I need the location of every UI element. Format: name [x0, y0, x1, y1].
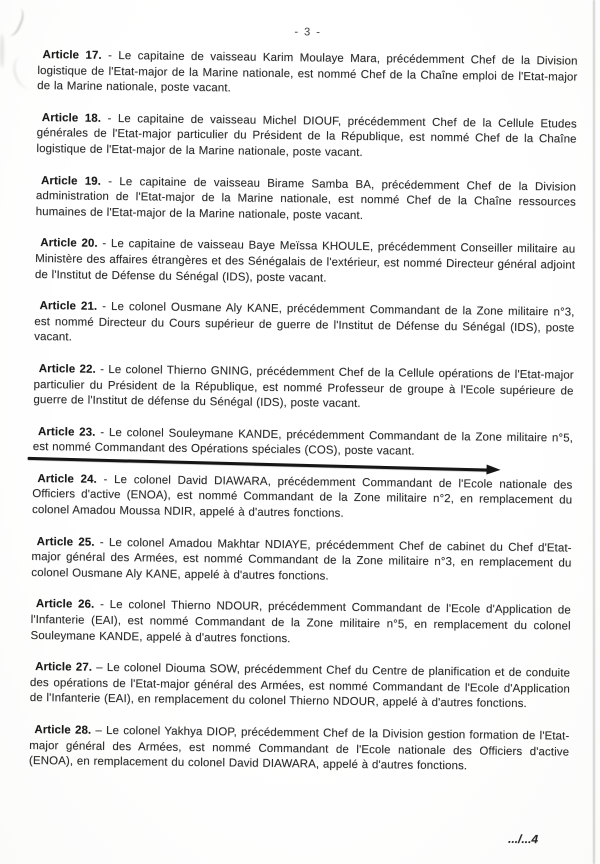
article-22-dash: -	[100, 363, 105, 376]
article-28-dash: –	[95, 724, 103, 737]
article-paragraph-17	[37, 48, 578, 101]
article-19-dash: -	[108, 175, 113, 188]
article-paragraph-23	[33, 425, 573, 463]
article-paragraph-21	[34, 299, 575, 352]
arrowhead-icon	[486, 464, 500, 474]
article-26-label: Article 26.	[35, 598, 95, 612]
article-23-label: Article 23.	[37, 425, 96, 439]
article-18-body: Le capitaine de vaisseau Michel DIOUF, précédemment Chef de la Cellule Etudes générales de l'Etat-major particulier du Président de la République, est nommé Chef de la Chaîne logistique de l'Etat-major de la Marine nationale, poste vacant.	[36, 112, 577, 159]
article-27-label: Article 27.	[35, 661, 93, 674]
article-18-label: Article 18.	[41, 111, 102, 125]
article-24-dash: -	[103, 473, 108, 486]
article-paragraph-19	[36, 174, 577, 227]
article-27-body: Le colonel Diouma SOW, précédemment Chef du Centre de planification et de conduite des opérations de l'Etat-major général des Armées, est nommé Commandant de l'Ecole d'Application de l'Infanterie (EAI), en remplacement du colonel Thierno NDOUR, appelé à d'autres fonctions.	[29, 662, 571, 711]
article-17-dash: -	[107, 49, 113, 62]
article-paragraph-26	[30, 597, 571, 650]
article-paragraph-28	[29, 723, 570, 776]
article-19-label: Article 19.	[40, 174, 102, 188]
article-24-label: Article 24.	[37, 472, 97, 486]
article-22-label: Article 22.	[38, 362, 96, 376]
article-paragraph-24	[32, 472, 573, 525]
continuation-mark: .../...4	[507, 831, 539, 847]
article-paragraph-27	[30, 660, 571, 713]
article-17-label: Article 17.	[42, 49, 102, 62]
article-20-body: Le capitaine de vaisseau Baye Meïssa KHOULE, précédemment Conseiller militaire au Ministère des affaires étrangères et des Sénégalais de l'extérieur, est nommé Directeur général adjoint de l'Institut de Défense du Sénégal (IDS), poste vacant.	[34, 238, 576, 285]
article-paragraph-20	[35, 236, 576, 289]
paper-edge-line	[593, 0, 595, 864]
article-20-label: Article 20.	[40, 237, 98, 251]
article-18-dash: -	[107, 112, 112, 125]
article-28-label: Article 28.	[34, 724, 92, 737]
article-19-body: Le capitaine de vaisseau Birame Samba BA, précédemment Chef de la Division administration de l'Etat-major de la Marine nationale, est nommé Chef de la Chaîne ressources humaines de l'Etat-major de la Marine nationale, poste vacant.	[35, 175, 577, 222]
scan-smudge	[0, 34, 4, 68]
article-25-label: Article 25.	[36, 535, 95, 549]
article-paragraph-25	[31, 535, 572, 588]
article-25-dash: -	[99, 536, 104, 549]
article-24-body: Le colonel David DIAWARA, précédemment Commandant de l'Ecole nationale des Officiers d'active (ENOA), est nommé Commandant de la Zone militaire n°2, en remplacement du colonel Amadou Moussa NDIR, appelé à d'autres fonctions.	[31, 473, 573, 520]
article-21-label: Article 21.	[39, 300, 98, 313]
article-21-body: Le colonel Ousmane Aly KANE, précédemment Commandant de la Zone militaire n°3, est nommé Directeur du Cours supérieur de guerre de l'Institut de Défense du Sénégal (IDS), poste vacant.	[34, 301, 575, 344]
article-23-dash: -	[100, 426, 105, 439]
underline-arrow-annotation	[28, 457, 488, 471]
article-paragraph-18	[36, 111, 577, 164]
article-21-dash: -	[102, 300, 107, 313]
page-number-header: - 3 -	[294, 26, 322, 39]
article-26-dash: -	[99, 599, 105, 612]
article-28-body: Le colonel Yakhya DIOP, précédemment Chef de la Division gestion formation de l'Etat-major général des Armées, est nommé Commandant de l'Ecole nationale des Officiers d'active (ENOA), en remplacement du colonel David DIAWARA, appelé à d'autres fonctions.	[28, 724, 570, 773]
article-20-dash: -	[102, 238, 107, 251]
scan-smudge	[0, 4, 27, 39]
article-26-body: Le colonel Thierno NDOUR, précédemment Commandant de l'Ecole d'Application de l'Infanterie (EAI), est nommé Commandant de la Zone militaire n°5, en remplacement du colonel Souleymane KANDE, appelé à d'autres fonctions.	[30, 599, 571, 645]
article-17-body: Le capitaine de vaisseau Karim Moulaye Mara, précédemment Chef de la Division logistique de l'Etat-major de la Marine nationale, est nommé Chef de la Chaîne emploi de l'Etat-major de la Marine nationale, poste vacant.	[37, 49, 578, 95]
article-27-dash: –	[96, 661, 103, 675]
article-paragraph-22	[33, 362, 574, 415]
document-content	[28, 22, 578, 847]
article-22-body: Le colonel Thierno GNING, précédemment Chef de la Cellule opérations de l'Etat-major particulier du Président de la République, est nommé Professeur de groupe à l'Ecole supérieure de guerre de l'Institut de défense du Sénégal (IDS), poste vacant.	[33, 363, 574, 411]
article-25-body: Le colonel Amadou Makhtar NDIAYE, précédemment Chef de cabinet du Chef d'Etat-major général des Armées, est nommé Commandant de la Zone militaire n°3, en remplacement du colonel Ousmane Aly KANE, appelé à d'autres fonctions.	[31, 536, 572, 583]
article-23-body: Le colonel Souleymane KANDE, précédemment Commandant de la Zone militaire n°5, est nommé Commandant des Opérations spéciales (COS), poste vacant.	[32, 426, 574, 458]
